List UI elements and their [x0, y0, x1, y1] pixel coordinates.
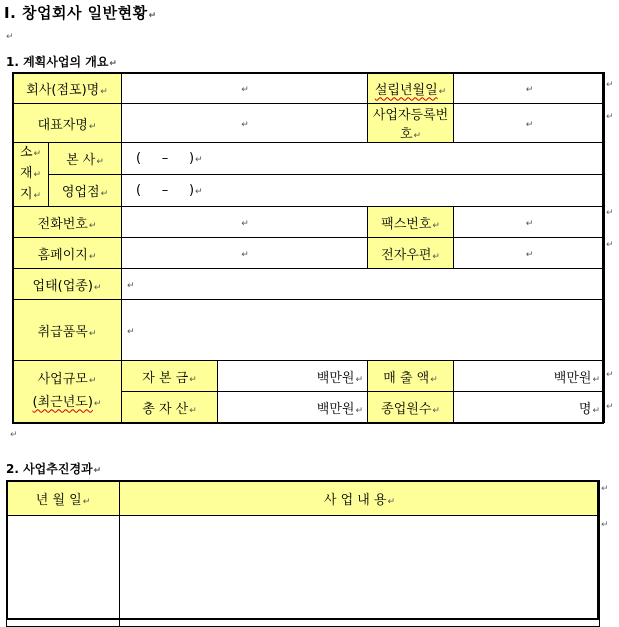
label-business-type: 업태(업종)↵ [13, 269, 122, 300]
input-total-assets[interactable]: 백만원↵ [218, 392, 368, 423]
label-ceo-name: 대표자명↵ [13, 104, 122, 143]
label-email: 전자우편↵ [368, 238, 454, 269]
input-ceo-name[interactable]: ↵ [122, 104, 368, 143]
input-business-reg-number[interactable]: ↵ [454, 104, 605, 143]
label-products: 취급품목↵ [13, 300, 122, 361]
header-business-content: 사 업 내 용↵ [120, 481, 600, 516]
section1-title: 1. 계획사업의 개요↵ [6, 55, 117, 69]
company-overview-table [12, 72, 605, 423]
input-phone[interactable]: ↵ [122, 207, 368, 238]
input-progress-content[interactable] [120, 516, 600, 627]
label-sales: 매 출 액↵ [368, 361, 454, 392]
business-progress-table [6, 480, 600, 627]
input-company-name[interactable]: ↵ [122, 73, 368, 104]
input-products[interactable]: ↵ [122, 300, 605, 361]
input-head-office-address[interactable]: ( – )↵ [122, 143, 605, 175]
row-end-mark: ↵ [601, 484, 609, 494]
label-homepage: 홈페이지↵ [13, 238, 122, 269]
row-end-mark: ↵ [606, 240, 614, 250]
input-email[interactable]: ↵ [454, 238, 605, 269]
input-progress-date[interactable] [7, 516, 120, 627]
label-established-date: 설립년월일↵ [368, 73, 454, 104]
label-business-reg-number: 사업자등록번호↵ [368, 104, 454, 143]
input-established-date[interactable]: ↵ [454, 73, 605, 104]
row-end-mark: ↵ [606, 370, 614, 380]
label-phone: 전화번호↵ [13, 207, 122, 238]
label-head-office: 본 사↵ [49, 143, 122, 175]
row-end-mark: ↵ [606, 402, 614, 412]
paragraph-mark: ↵ [10, 430, 18, 440]
row-end-mark: ↵ [606, 80, 614, 90]
label-total-assets: 총 자 산↵ [122, 392, 218, 423]
input-homepage[interactable]: ↵ [122, 238, 368, 269]
input-business-type[interactable]: ↵ [122, 269, 605, 300]
header-date: 년 월 일↵ [7, 481, 120, 516]
page-heading: I. 창업회사 일반현황↵ [4, 4, 157, 22]
label-branch: 영업점↵ [49, 175, 122, 207]
paragraph-mark: ↵ [6, 32, 14, 42]
label-fax: 팩스번호↵ [368, 207, 454, 238]
section2-title: 2. 사업추진경과↵ [6, 462, 102, 476]
row-end-mark: ↵ [606, 208, 614, 218]
input-capital[interactable]: 백만원↵ [218, 361, 368, 392]
label-location: 소↵ 재↵ 지↵ [13, 143, 49, 207]
label-capital: 자 본 금↵ [122, 361, 218, 392]
input-sales[interactable]: 백만원↵ [454, 361, 605, 392]
input-employees[interactable]: 명↵ [454, 392, 605, 423]
label-company-name: 회사(점포)명↵ [13, 73, 122, 104]
row-end-mark: ↵ [606, 112, 614, 122]
input-fax[interactable]: ↵ [454, 207, 605, 238]
input-branch-address[interactable]: ( – )↵ [122, 175, 605, 207]
label-business-scale: 사업규모↵ (최근년도)↵ [13, 361, 122, 423]
row-end-mark: ↵ [601, 520, 609, 530]
label-employees: 종업원수↵ [368, 392, 454, 423]
